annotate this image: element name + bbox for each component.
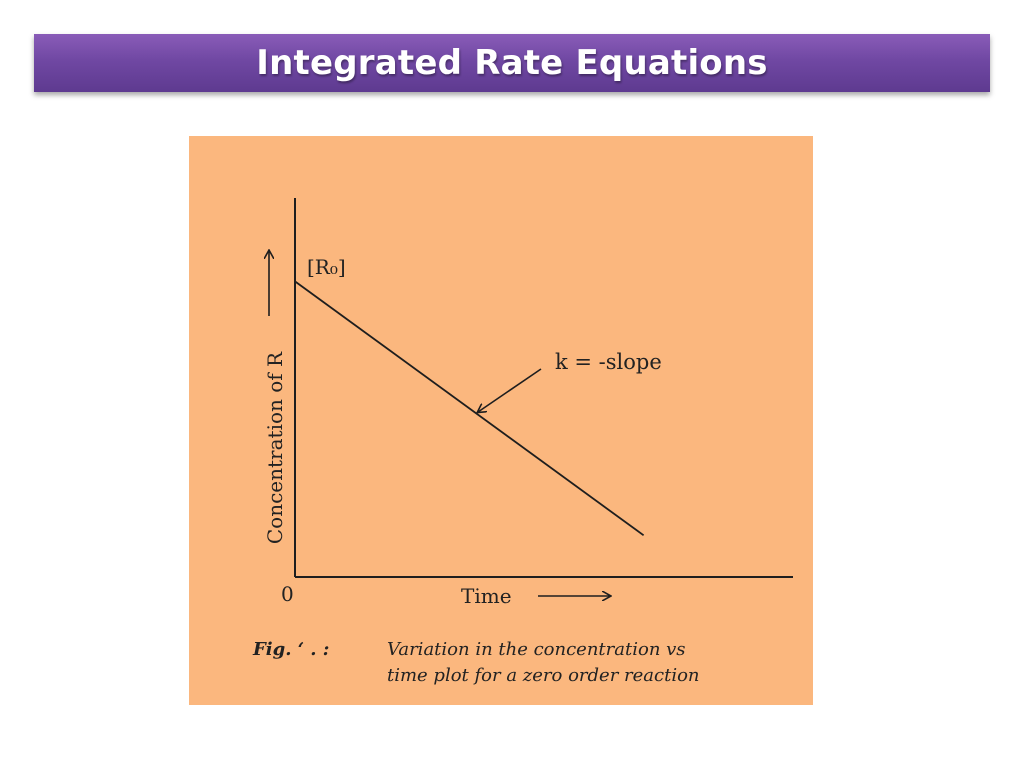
y-axis-label: Concentration of R: [263, 351, 287, 545]
slope-pointer-arrow-icon: [478, 369, 541, 412]
x-axis-label: Time: [461, 584, 512, 608]
title-banner: [34, 34, 990, 92]
figure-caption-label: Fig. ‘ . :: [253, 639, 330, 660]
slope-annotation: k = -slope: [555, 350, 662, 374]
zero-order-plot: [189, 136, 813, 705]
y-intercept-label: [R₀]: [307, 255, 346, 279]
concentration-line: [295, 281, 644, 535]
figure-panel: [189, 136, 813, 705]
figure-caption-line2: time plot for a zero order reaction: [387, 665, 700, 686]
slide-title: Integrated Rate Equations: [256, 43, 768, 83]
origin-label: 0: [281, 582, 294, 606]
figure-caption-line1: Variation in the concentration vs: [387, 639, 686, 660]
